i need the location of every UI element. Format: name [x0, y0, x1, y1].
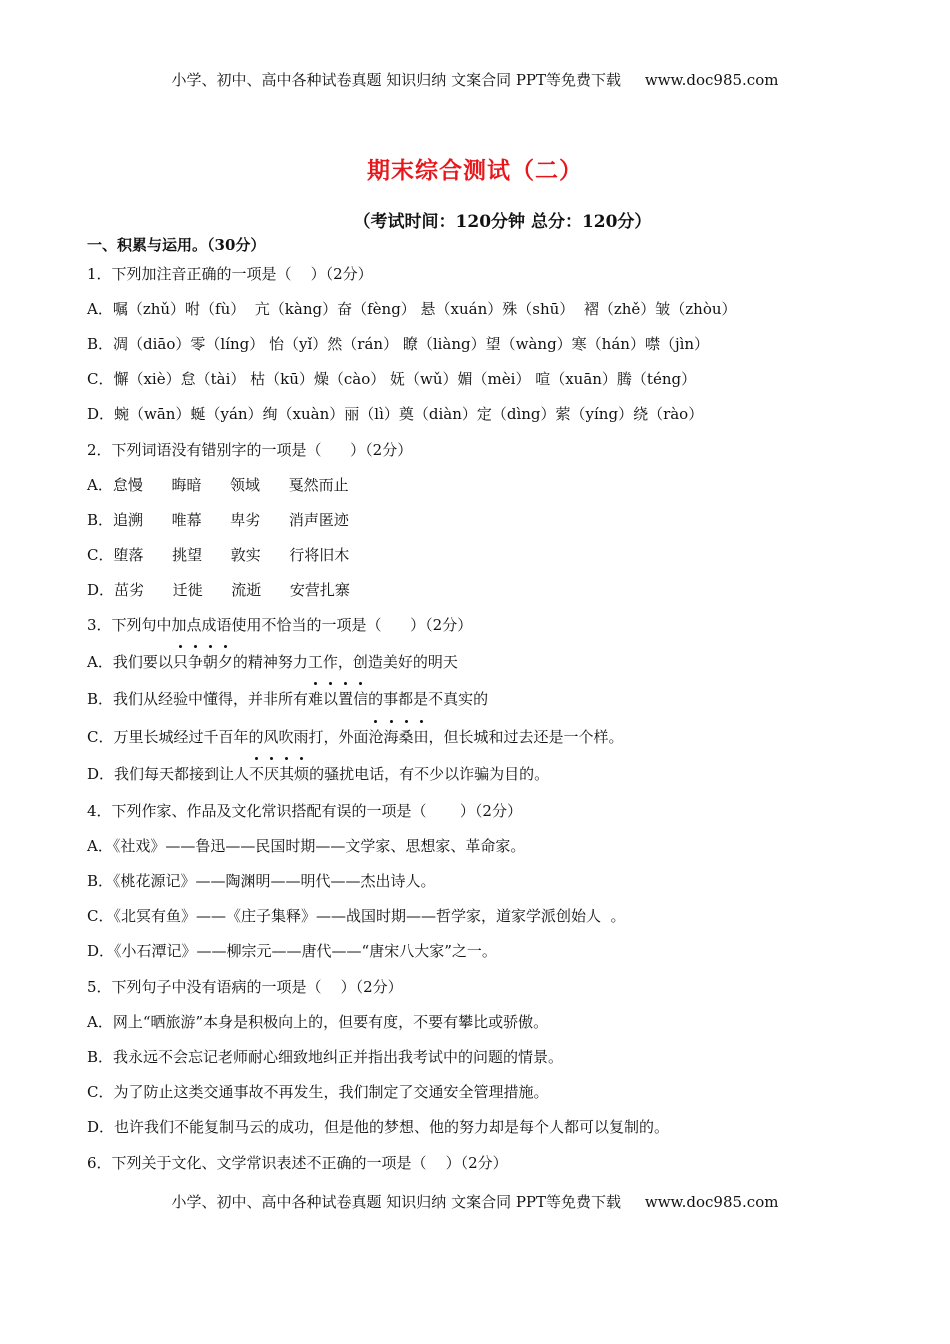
emphasis-char: 田 — [414, 723, 429, 751]
question-3-option-b — [87, 681, 887, 719]
emphasis-char: 烦 — [294, 760, 309, 788]
question-3-option-a — [87, 643, 887, 681]
question-1-option-d: D．蜿（wān）蜒（yán）绚（xuàn）丽（lì）奠（diàn）定（dìng）萦（yíng）绕（rào） — [87, 405, 704, 424]
emphasis-char: 不 — [249, 760, 264, 788]
header-banner: 小学、初中、高中各种试卷真题 知识归纳 文案合同 PPT等免费下载 www.doc985.com — [171, 71, 779, 89]
question-1-stem: 1．下列加注音正确的一项是（ ）（2分） — [87, 264, 373, 283]
page-title: 期末综合测试（二） — [367, 157, 583, 184]
question-2-option-d: D．茁劣 迁徙 流逝 安营扎寨 — [87, 581, 350, 600]
option-text: 的骚扰电话，有不少以诈骗为目的。 — [309, 765, 550, 784]
emphasis-char: 夕 — [218, 648, 233, 676]
question-2-option-a: A．怠慢 晦暗 领域 戛然而止 — [87, 475, 349, 494]
question-4-option-d: D．《小石潭记》——柳宗元——唐代——“唐宋八大家”之一。 — [87, 942, 497, 961]
emphasis-char: 朝 — [203, 648, 218, 676]
question-4-stem: 4．下列作家、作品及文化常识搭配有误的一项是（ ）（2分） — [87, 801, 522, 820]
question-5-option-d: D．也许我们不能复制马云的成功，但是他的梦想、他的努力却是每个人都可以复制的。 — [87, 1118, 670, 1137]
emphasis-char: 信 — [353, 685, 368, 713]
emphasis-char: 以 — [323, 685, 338, 713]
emphasis-char: 置 — [338, 685, 353, 713]
question-3-stem: 3．下列句中加点成语使用不恰当的一项是（ ）（2分） — [87, 616, 473, 635]
emphasis-char: 难 — [308, 685, 323, 713]
question-2-stem: 2．下列词语没有错别字的一项是（ ）（2分） — [87, 440, 413, 459]
question-1-option-b: B．凋（diāo）零（líng） 怡（yǐ）然（rán） 瞭（liàng）望（wàng）寒（hán）噤（jìn） — [87, 334, 710, 353]
question-3-option-c — [87, 718, 887, 756]
question-2-option-b: B．追溯 唯幕 卑劣 消声匿迹 — [87, 510, 349, 529]
emphasis-char: 海 — [384, 723, 399, 751]
question-5-stem: 5．下列句子中没有语病的一项是（ ）（2分） — [87, 977, 403, 996]
question-4-option-c: C．《北冥有鱼》——《庄子集释》——战国时期——哲学家，道家学派创始人 。 — [87, 907, 626, 926]
emphasis-char: 厌 — [264, 760, 279, 788]
option-text: A．我们要以 — [87, 652, 173, 671]
question-5-option-a: A．网上“晒旅游”本身是积极向上的，但要有度，不要有攀比或骄傲。 — [87, 1012, 549, 1031]
option-text: C．万里长城经过千百年的风吹雨打，外面 — [87, 727, 369, 746]
question-5-option-c: C．为了防止这类交通事故不再发生，我们制定了交通安全管理措施。 — [87, 1083, 549, 1102]
question-2-option-c: C．堕落 挑望 敦实 行将旧木 — [87, 546, 350, 565]
emphasis-char: 只 — [173, 648, 188, 676]
emphasis-char: 其 — [279, 760, 294, 788]
question-4-option-a: A．《社戏》——鲁迅——民国时期——文学家、思想家、革命家。 — [87, 836, 526, 855]
question-list — [87, 256, 887, 1180]
emphasis-char: 沧 — [368, 723, 383, 751]
section-heading: 一、积累与运用。（30分） — [87, 236, 266, 254]
question-6-stem: 6．下列关于文化、文学常识表述不正确的一项是（ ）（2分） — [87, 1153, 508, 1172]
question-4-option-b: B．《桃花源记》——陶渊明——明代——杰出诗人。 — [87, 872, 436, 891]
exam-info: （考试时间：120分钟 总分：120分） — [353, 212, 652, 232]
option-text: B．我们从经验中懂得，并非所有 — [87, 690, 309, 709]
option-text: 的事都是不真实的 — [368, 690, 489, 709]
option-text: 的精神努力工作，创造美好的明天 — [232, 652, 458, 671]
question-1-option-a: A．嘱（zhǔ）咐（fù） 亢（kàng）奋（fèng） 悬（xuán）殊（shū） 褶（zhě）皱（zhòu） — [87, 299, 737, 318]
option-text: ，但长城和过去还是一个样。 — [428, 727, 624, 746]
question-3-option-d — [87, 756, 887, 794]
emphasis-char: 桑 — [399, 723, 414, 751]
emphasis-char: 争 — [188, 648, 203, 676]
question-5-option-b: B．我永远不会忘记老师耐心细致地纠正并指出我考试中的问题的情景。 — [87, 1047, 564, 1066]
option-text: D．我们每天都接到让人 — [87, 765, 250, 784]
footer-banner: 小学、初中、高中各种试卷真题 知识归纳 文案合同 PPT等免费下载 www.doc985.com — [171, 1193, 779, 1211]
question-1-option-c: C．懈（xiè）怠（tài） 枯（kū）燥（cào） 妩（wǔ）媚（mèi） 喧（xuān）腾（téng） — [87, 370, 697, 389]
